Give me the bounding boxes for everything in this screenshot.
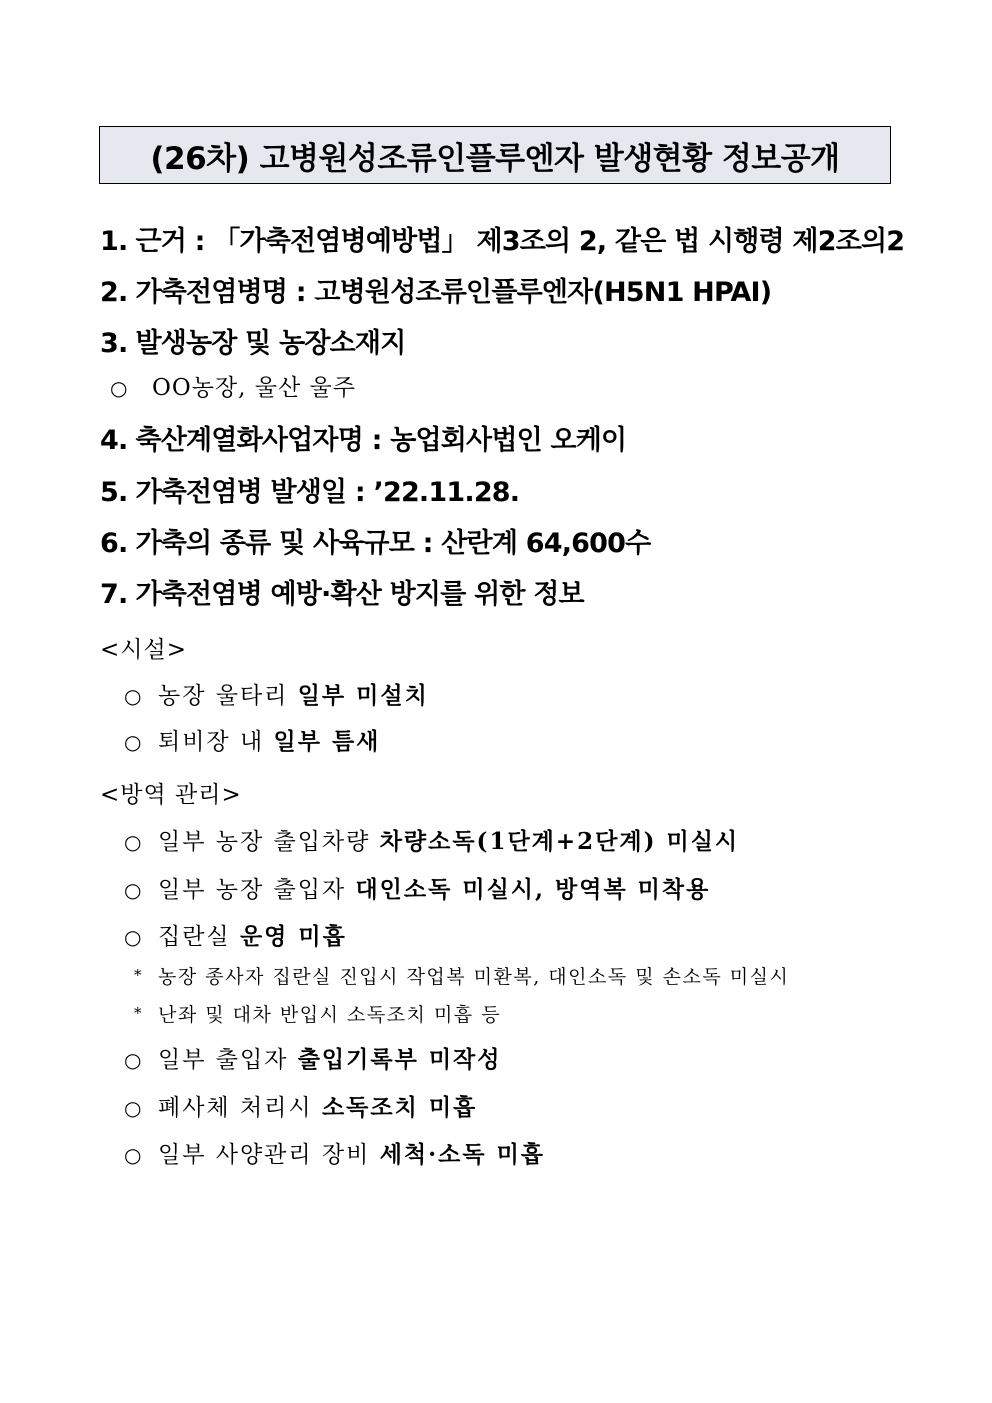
quarantine-label: <방역 관리> — [100, 782, 242, 808]
section-4-heading: 4. 축산계열화사업자명 : 농업회사법인 오케이 — [100, 425, 627, 456]
section-5-heading: 5. 가축전염병 발생일 : ’22.11.28. — [100, 477, 520, 508]
quarantine-item: ○ 집란실 운영 미흡 — [124, 923, 347, 950]
farm-location: ○ OO농장, 울산 울주 — [110, 375, 356, 401]
section-1-heading: 1. 근거 : 「가축전염병예방법」 제3조의 2, 같은 법 시행령 제2조의2 — [100, 226, 905, 257]
quarantine-item: ○ 폐사체 처리시 소독조치 미흡 — [124, 1094, 478, 1121]
facility-item: ○ 퇴비장 내 일부 틈새 — [124, 728, 381, 755]
quarantine-note: * 농장 종사자 집란실 진입시 작업복 미환복, 대인소독 및 손소독 미실시 — [134, 966, 790, 988]
section-7-heading: 7. 가축전염병 예방·확산 방지를 위한 정보 — [100, 579, 584, 610]
document-title: (26차) 고병원성조류인플루엔자 발생현황 정보공개 — [150, 140, 840, 177]
quarantine-note: * 난좌 및 대차 반입시 소독조치 미흡 등 — [134, 1004, 502, 1026]
facility-item: ○ 농장 울타리 일부 미설치 — [124, 682, 429, 709]
section-3-heading: 3. 발생농장 및 농장소재지 — [100, 328, 406, 359]
quarantine-item: ○ 일부 농장 출입차량 차량소독(1단계+2단계) 미실시 — [124, 828, 740, 855]
facility-label: <시설> — [100, 637, 187, 663]
quarantine-item: ○ 일부 사양관리 장비 세척·소독 미흡 — [124, 1141, 546, 1168]
section-2-heading: 2. 가축전염병명 : 고병원성조류인플루엔자(H5N1 HPAI) — [100, 277, 772, 308]
quarantine-item: ○ 일부 출입자 출입기록부 미작성 — [124, 1046, 502, 1073]
quarantine-item: ○ 일부 농장 출입자 대인소독 미실시, 방역복 미착용 — [124, 876, 711, 903]
section-6-heading: 6. 가축의 종류 및 사육규모 : 산란계 64,600수 — [100, 528, 651, 559]
document-title-box — [99, 126, 891, 184]
